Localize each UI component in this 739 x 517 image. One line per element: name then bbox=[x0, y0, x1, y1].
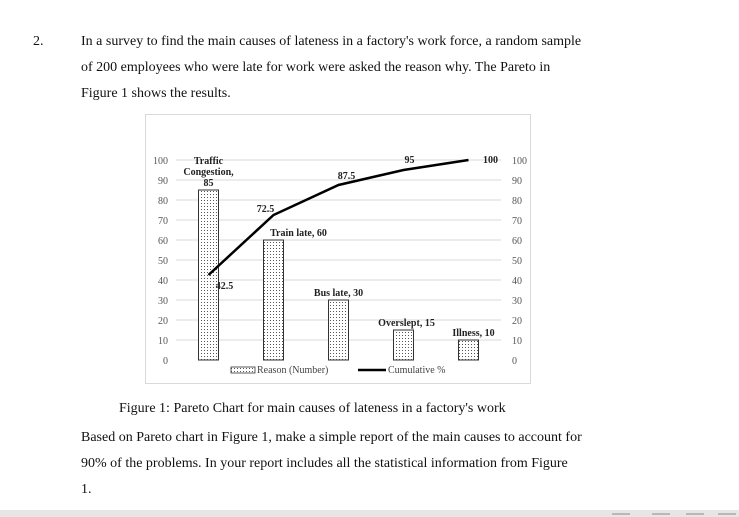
pareto-chart-svg bbox=[146, 115, 532, 385]
y-right-tick-label: 40 bbox=[512, 276, 522, 287]
cumulative-label: 72.5 bbox=[256, 204, 275, 215]
y-left-tick-label: 40 bbox=[158, 276, 168, 287]
cumulative-label: 87.5 bbox=[337, 171, 356, 182]
y-right-tick-label: 70 bbox=[512, 216, 522, 227]
y-right-tick-label: 0 bbox=[512, 356, 517, 367]
y-right-tick-label: 20 bbox=[512, 316, 522, 327]
report-instructions bbox=[81, 425, 659, 503]
y-right-tick-label: 90 bbox=[512, 176, 522, 187]
bar-label: Overslept, 15 bbox=[378, 318, 435, 329]
bar bbox=[264, 240, 284, 360]
y-right-tick-label: 30 bbox=[512, 296, 522, 307]
bar-label: Traffic bbox=[193, 156, 224, 167]
intro-line: Figure 1 shows the results. bbox=[81, 86, 231, 101]
bar-label: Train late, 60 bbox=[270, 228, 327, 239]
figure-caption: Figure 1: Pareto Chart for main causes of lateness in a factory's work bbox=[119, 401, 506, 416]
report-line: 1. bbox=[81, 482, 92, 497]
bar-label: Congestion, bbox=[183, 167, 234, 178]
intro-line: In a survey to find the main causes of lateness in a factory's work force, a random sample bbox=[81, 34, 582, 49]
y-left-tick-label: 60 bbox=[158, 236, 168, 247]
scrollbar-mark bbox=[718, 513, 736, 515]
cumulative-label: 95 bbox=[404, 155, 415, 166]
y-right-tick-label: 60 bbox=[512, 236, 522, 247]
y-right-tick-label: 10 bbox=[512, 336, 522, 347]
question-intro bbox=[81, 29, 659, 107]
bar bbox=[329, 300, 349, 360]
y-left-tick-label: 80 bbox=[158, 196, 168, 207]
y-left-tick-label: 70 bbox=[158, 216, 168, 227]
bar-label: Illness, 10 bbox=[452, 328, 495, 339]
y-left-tick-label: 10 bbox=[158, 336, 168, 347]
intro-line: of 200 employees who were late for work were asked the reason why. The Pareto in bbox=[81, 60, 551, 75]
legend-bar-swatch bbox=[231, 367, 255, 373]
report-line: 90% of the problems. In your report includes all the statistical information from Figure bbox=[81, 456, 568, 471]
y-right-tick-label: 80 bbox=[512, 196, 522, 207]
bar-label: Bus late, 30 bbox=[313, 288, 364, 299]
scrollbar-mark bbox=[686, 513, 704, 515]
scrollbar-mark bbox=[652, 513, 670, 515]
y-right-tick-label: 50 bbox=[512, 256, 522, 267]
y-left-tick-label: 100 bbox=[153, 156, 168, 167]
y-left-tick-label: 30 bbox=[158, 296, 168, 307]
y-left-tick-label: 50 bbox=[158, 256, 168, 267]
cumulative-label: 42.5 bbox=[215, 281, 234, 292]
legend-bar-label: Reason (Number) bbox=[257, 365, 329, 376]
y-left-tick-label: 0 bbox=[163, 356, 168, 367]
scrollbar-mark bbox=[612, 513, 630, 515]
bar bbox=[459, 340, 479, 360]
cumulative-label: 100 bbox=[483, 155, 498, 166]
question-number: 2. bbox=[33, 34, 44, 49]
pareto-chart bbox=[145, 114, 531, 384]
y-right-tick-label: 100 bbox=[512, 156, 527, 167]
bar bbox=[394, 330, 414, 360]
report-line: Based on Pareto chart in Figure 1, make a simple report of the main causes to account for bbox=[81, 430, 582, 445]
y-left-tick-label: 20 bbox=[158, 316, 168, 327]
bar-label: 85 bbox=[203, 178, 214, 189]
y-left-tick-label: 90 bbox=[158, 176, 168, 187]
legend-line-label: Cumulative % bbox=[388, 365, 446, 376]
